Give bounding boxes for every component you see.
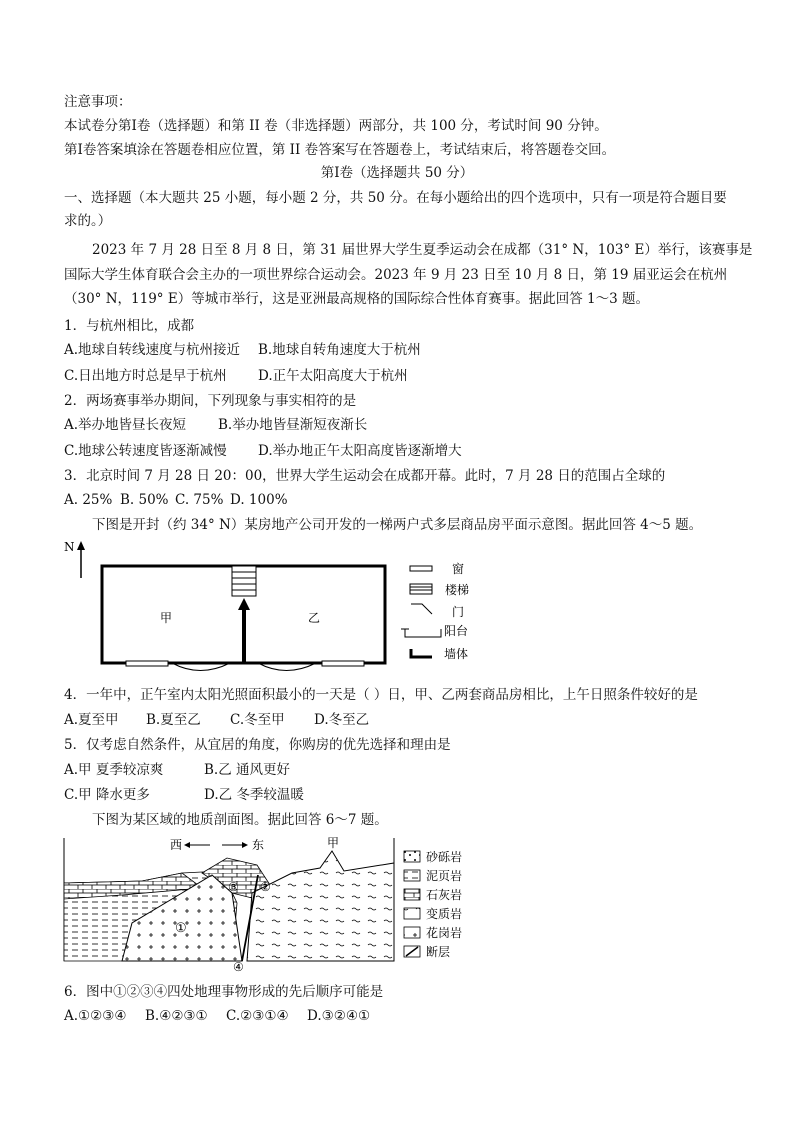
section-instruction-1: 一、选择题（本大题共 25 小题，每小题 2 分，共 50 分。在每小题给出的四个选项中，只有一项是符合题目要	[64, 190, 727, 206]
q1-stem: 1．与杭州相比，成都	[64, 318, 195, 334]
legend-limestone: 石灰岩	[426, 888, 463, 902]
passage-3: 下图为某区域的地质剖面图。据此回答 6～7 题。	[92, 812, 388, 828]
legend-sandstone: 砂砾岩	[426, 850, 463, 864]
q3-stem: 3．北京时间 7 月 28 日 20：00，世界大学生运动会在成都开幕。此时，7 月 28 日的范围占全球的	[64, 468, 666, 484]
east-label: 东	[252, 838, 265, 852]
legend-door: 门	[452, 605, 465, 619]
jia-label: 甲	[327, 836, 340, 850]
q3-option-c: C. 75%	[175, 492, 224, 508]
metamorphic-block	[247, 851, 394, 961]
geologic-section-figure	[62, 833, 482, 973]
q4-option-c: C.冬至甲	[230, 712, 285, 728]
west-label: 西	[170, 838, 183, 852]
legend-stairs: 楼梯	[445, 583, 470, 597]
q4-option-d: D.冬至乙	[314, 712, 370, 728]
section-title: 第Ⅰ卷（选择题共 50 分）	[320, 165, 474, 181]
legend-door-icon	[411, 604, 432, 614]
legend-shale: 泥页岩	[426, 869, 463, 883]
notice-line-1: 本试卷分第Ⅰ卷（选择题）和第 II 卷（非选择题）两部分，共 100 分，考试时间 90 分钟。	[64, 118, 608, 134]
legend-shale-icon	[404, 870, 420, 881]
q3-option-d: D. 100%	[230, 492, 288, 508]
passage-2: 下图是开封（约 34° N）某房地产公司开发的一梯两户式多层商品房平面示意图。据此回答 4～5 题。	[92, 517, 703, 533]
q5-option-d: D.乙 冬季较温暖	[204, 787, 304, 803]
q3-option-b: B. 50%	[120, 492, 169, 508]
q4-stem: 4．一年中，正午室内太阳光照面积最小的一天是（ ）日，甲、乙两套商品房相比，上午日照条件较好的是	[64, 687, 698, 703]
q2-option-a: A.举办地皆昼长夜短	[64, 417, 187, 433]
legend-limestone-icon	[404, 889, 420, 900]
window-icon	[322, 661, 364, 666]
room-b-label: 乙	[308, 611, 321, 625]
legend-metamorphic-icon	[404, 908, 420, 919]
legend-granite: 花岗岩	[426, 926, 463, 940]
legend-window: 窗	[452, 562, 465, 576]
north-label: N	[64, 540, 75, 554]
q2-option-d: D.举办地正午太阳高度皆逐渐增大	[258, 443, 462, 459]
passage-1-line-3: （30° N，119° E）等城市举行，这是亚洲最高规格的国际综合性体育赛事。据此回答 1～3 题。	[64, 291, 649, 307]
north-arrow-head-icon	[77, 541, 85, 550]
q5-option-c: C.甲 降水更多	[64, 787, 150, 803]
notice-title: 注意事项：	[64, 94, 132, 110]
q4-option-a: A.夏至甲	[64, 712, 119, 728]
q1-option-c: C.日出地方时总是早于杭州	[64, 368, 227, 384]
east-arrow-icon	[242, 842, 248, 848]
legend-window-icon	[410, 566, 432, 571]
legend-granite-icon	[404, 927, 420, 938]
legend-balcony-icon	[405, 629, 441, 637]
q5-stem: 5．仅考虑自然条件，从宜居的角度，你购房的优先选择和理由是	[64, 737, 451, 753]
q6-option-d: D.③②④①	[307, 1008, 371, 1024]
q1-option-b: B.地球自转角速度大于杭州	[258, 342, 421, 358]
q2-option-b: B.举办地皆昼渐短夜渐长	[218, 417, 368, 433]
room-a-label: 甲	[160, 611, 173, 625]
mark-4: ④	[233, 960, 244, 973]
legend-metamorphic: 变质岩	[426, 907, 463, 921]
legend-sandstone-icon	[404, 851, 420, 862]
q6-option-b: B.④②③①	[145, 1008, 208, 1024]
q1-option-a: A.地球自转线速度与杭州接近	[64, 342, 241, 358]
legend-wall-icon	[411, 649, 432, 657]
section-instruction-2: 求的。）	[64, 213, 112, 229]
mark-3: ③	[228, 880, 239, 894]
q1-option-d: D.正午太阳高度大于杭州	[258, 368, 408, 384]
legend-balcony: 阳台	[444, 624, 469, 638]
notice-line-2: 第Ⅰ卷答案填涂在答题卷相应位置，第 II 卷答案写在答题卷上，考试结束后，将答题卷交回。	[64, 142, 616, 158]
stairs-icon	[232, 566, 256, 596]
q2-stem: 2．两场赛事举办期间，下列现象与事实相符的是	[64, 393, 357, 409]
window-icon	[126, 661, 168, 666]
mark-1: ①	[175, 921, 187, 936]
legend-wall: 墙体	[444, 647, 469, 661]
q6-option-c: C.②③①④	[226, 1008, 289, 1024]
passage-1-line-2: 国际大学生体育联合会主办的一项世界综合运动会。2023 年 9 月 23 日至 10 月 8 日，第 19 届亚运会在杭州	[64, 267, 728, 283]
q6-option-a: A.①②③④	[64, 1008, 127, 1024]
q5-option-a: A.甲 夏季较凉爽	[64, 762, 164, 778]
west-arrow-icon	[184, 842, 190, 848]
q6-stem: 6．图中①②③④四处地理事物形成的先后顺序可能是	[64, 984, 384, 1000]
legend-fault: 断层	[426, 945, 451, 959]
q2-option-c: C.地球公转速度皆逐渐减慢	[64, 443, 227, 459]
q3-option-a: A. 25%	[64, 492, 113, 508]
q5-option-b: B.乙 通风更好	[204, 762, 291, 778]
floor-plan-figure	[60, 538, 490, 673]
legend-stairs-icon	[410, 584, 432, 594]
mark-2: ②	[260, 880, 271, 894]
q4-option-b: B.夏至乙	[146, 712, 201, 728]
passage-1-line-1: 2023 年 7 月 28 日至 8 月 8 日，第 31 届世界大学生夏季运动会在成都（31° N，103° E）举行，该赛事是	[92, 242, 753, 258]
